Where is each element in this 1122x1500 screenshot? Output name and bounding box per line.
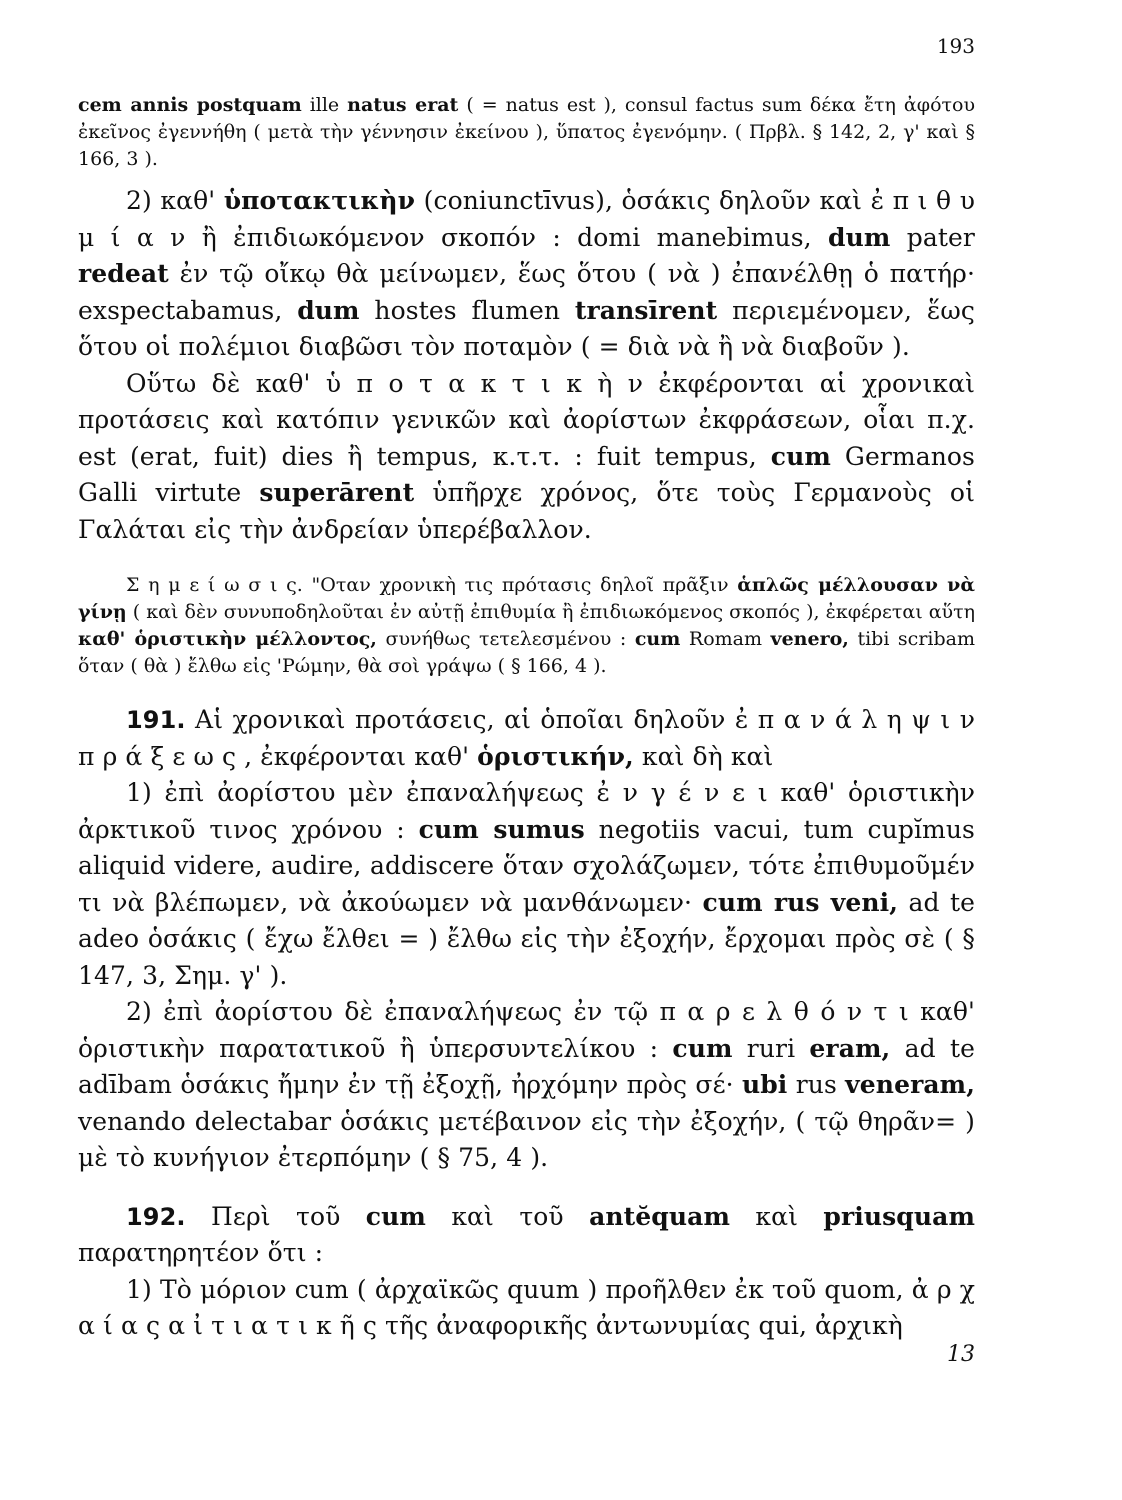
text-run: καὶ τοῦ [425, 1201, 590, 1231]
text-run: Οὕτω δὲ καθ' ὑ π ο τ α κ τ ι κ ὴ ν ἐκφέρονται αἱ χρονικαὶ προτάσεις καὶ κατόπιν γενικῶν καὶ ἀορίστων ἐκφράσεων, οἷαι π.χ. est (erat, fuit) dies ἢ tempus, κ.τ.τ. : fuit tempus, [78, 368, 975, 471]
bold-text: ubi [741, 1070, 788, 1099]
section-191-item-1 [78, 775, 975, 994]
section-192-item-1 [78, 1272, 975, 1345]
text-run: 2) καθ' [126, 186, 224, 215]
bold-text: cum [634, 628, 681, 650]
bold-text: transīrent [574, 295, 718, 325]
bold-text: priusquam [823, 1201, 975, 1231]
text-run: ἐν τῷ οἴκῳ θὰ μείνωμεν, ἕως ὅτου ( νὰ ) ἐπανέλθῃ ὁ πατήρ· exspectabamus, [78, 259, 975, 325]
bold-text: cem annis postquam [78, 94, 302, 116]
paragraph-continuation [78, 92, 975, 173]
text-run: ad te adībam ὁσάκις ἤμην ἐν τῇ ἐξοχῇ, ἠρχόμην πρὸς σέ· [78, 1033, 975, 1099]
bold-text: dum [828, 222, 891, 252]
text-column [78, 92, 975, 1345]
text-run: ille [301, 94, 348, 116]
text-run: pater [890, 222, 975, 252]
text-run: venando delectabar ὁσάκις μετέβαινον εἰς τὴν ἐξοχήν, ( τῷ θηρᾶν= ) μὲ τὸ κυνήγιον ἐτερπόμην ( § 75, 4 ). [78, 1106, 975, 1172]
text-run: 1) Τὸ μόριον cum ( ἀρχαϊκῶς quum ) προῆλθεν ἐκ τοῦ quom, ἀ ρ χ α ί α ς α ἰ τ ι α τ ι κ ῆ ς τῆς ἀναφορικῆς ἀντωνυμίας qui, ἀρχικὴ [78, 1274, 975, 1340]
bold-text: cum [672, 1033, 733, 1063]
note-paragraph [78, 572, 975, 680]
text-run: καὶ δὴ καὶ [633, 741, 774, 771]
bold-text: superārent [259, 478, 415, 507]
page-number: 193 [936, 34, 975, 58]
text-run: ( = natus est ), consul factus sum δέκα ἔτη ἀφότου ἐκεῖνος ἐγεννήθη ( μετὰ τὴν γέννησιν ἐκείνου ), ὕπατος ἐγενόμην. ( Πρβλ. § 142, 2, γ' καὶ § 166, 3 ). [78, 94, 976, 170]
text-run: ad te adeo ὁσάκις ( ἔχω ἔλθει = ) ἔλθω εἰς τὴν ἐξοχήν, ἔρχομαι πρὸς σὲ ( § 147, 3, Σημ. γ' ). [78, 887, 976, 990]
bold-text: eram, [809, 1033, 891, 1063]
text-run: ruri [732, 1033, 810, 1063]
text-run: rus [787, 1070, 846, 1099]
text-run: καὶ [730, 1201, 824, 1231]
text-run: Αἱ χρονικαὶ προτάσεις, αἱ ὁποῖαι δηλοῦν ἐ π α ν ά λ η ψ ι ν π ρ ά ξ ε ω ς , ἐκφέρονται καθ' [78, 705, 975, 771]
bold-text: cum sumus [418, 814, 585, 844]
text-run: ( καὶ δὲν συνυποδηλοῦται ἐν αὐτῇ ἐπιθυμία ἢ ἐπιδιωκόμενος σκοπός ), ἐκφέρεται αὕτη [126, 601, 975, 623]
section-number: 192. [126, 1202, 186, 1231]
paragraph-subjunctive-expressions [78, 366, 975, 549]
text-run: 1) ἐπὶ ἀορίστου μὲν ἐπαναλήψεως ἐ ν γ έ ν ε ι καθ' ὁριστικὴν ἀρκτικοῦ τινος χρόνου : [78, 778, 975, 844]
bold-text: ὁριστικήν, [477, 741, 634, 771]
bold-text: ὑποτακτικὴν [223, 186, 416, 215]
bold-text: cum [770, 441, 831, 471]
section-number: 191. [126, 706, 186, 734]
bold-text: antĕquam [589, 1201, 731, 1231]
text-run: περιεμένομεν, ἕως ὅτου οἱ πολέμιοι διαβῶσι τὸν ποταμὸν ( = διὰ νὰ ἢ νὰ διαβοῦν ). [78, 295, 975, 361]
text-run: tibi scribam ὅταν ( θὰ ) ἔλθω εἰς 'Ρώμην, θὰ σοὶ γράψω ( § 166, 4 ). [78, 628, 975, 677]
bold-text: natus erat [347, 94, 459, 116]
bold-text: cum [365, 1201, 426, 1231]
bold-text: cum rus veni, [702, 887, 899, 917]
text-run: 2) ἐπὶ ἀορίστου δὲ ἐπαναλήψεως ἐν τῷ π α ρ ε λ θ ό ν τ ι καθ' ὁριστικὴν παρατατικοῦ ἢ ὑπερσυντελίκου : [78, 997, 975, 1063]
text-run: ὑπῆρχε χρόνος, ὅτε τοὺς Γερμανοὺς οἱ Γαλάται εἰς τὴν ἀνδρείαν ὑπερέβαλλον. [78, 478, 975, 544]
text-run: Romam [680, 628, 771, 650]
bold-text: redeat [78, 259, 169, 288]
bold-text: ἁπλῶς μέλλουσαν νὰ γίνῃ [78, 574, 975, 623]
bold-text: καθ' ὁριστικὴν μέλλοντος, [78, 628, 377, 650]
text-run: Περὶ τοῦ [185, 1201, 366, 1231]
text-run: (coniunctīvus), ὁσάκις δηλοῦν καὶ ἐ π ι θ υ μ ί α ν ἢ ἐπιδιωκόμενον σκοπόν : domi manebimus, [78, 186, 975, 252]
signature-mark: 13 [947, 1342, 975, 1367]
text-run: παρατηρητέον ὅτι : [78, 1238, 324, 1267]
text-run: hostes flumen [359, 295, 575, 325]
bold-text: dum [297, 295, 360, 325]
section-192 [78, 1199, 975, 1272]
bold-text: veneram, [845, 1070, 975, 1099]
text-run: Germanos Galli virtute [78, 441, 975, 507]
bold-text: venero, [770, 628, 849, 650]
text-run: συνήθως τετελεσμένου : [376, 628, 635, 650]
paragraph-subjunctive [78, 183, 975, 366]
section-191-item-2 [78, 994, 975, 1177]
text-run: Σ η μ ε ί ω σ ι ς. "Οταν χρονικὴ τις πρότασις δηλοῖ πρᾶξιν [126, 574, 738, 596]
text-run: negotiis vacui, tum cupĭmus aliquid videre, audire, addiscere ὅταν σχολάζωμεν, τότε ἐπιθυμοῦμέν τι νὰ βλέπωμεν, νὰ ἀκούωμεν νὰ μανθάνωμεν· [78, 814, 975, 917]
section-191 [78, 702, 975, 775]
